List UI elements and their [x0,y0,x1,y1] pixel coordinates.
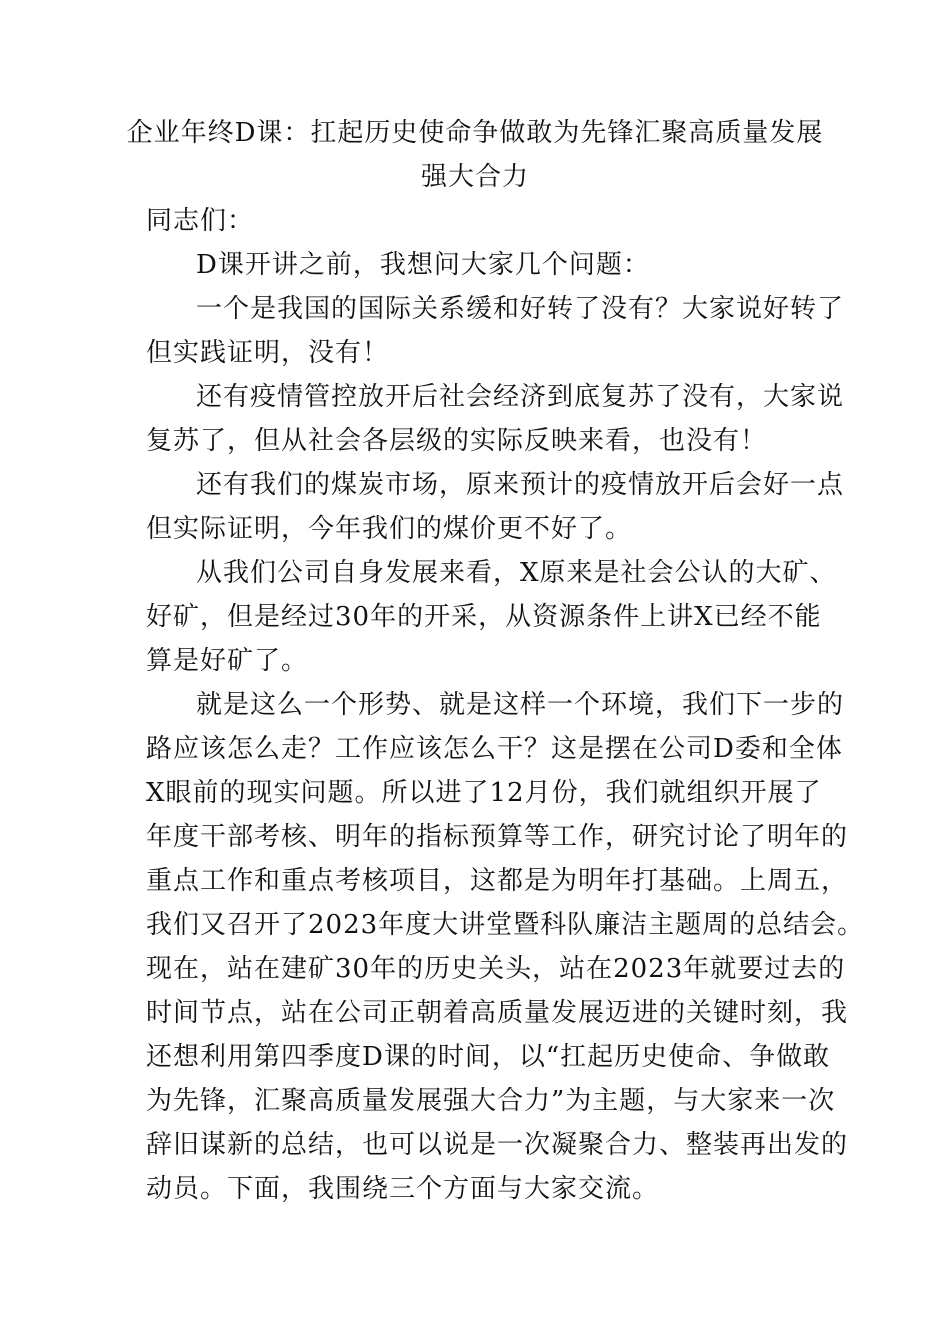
body-line: 为先锋，汇聚高质量发展强大合力”为主题，与大家来一次 [146,1086,836,1116]
salutation: 同志们： [146,206,255,236]
body-line: 时间节点，站在公司正朝着高质量发展迈进的关键时刻，我 [146,998,849,1028]
body-line: 一个是我国的国际关系缓和好转了没有？大家说好转了 [196,294,845,324]
body-line: 还有我们的煤炭市场，原来预计的疫情放开后会好一点 [196,470,845,500]
document-title-line-2: 强大合力 [420,162,529,192]
body-line: 还有疫情管控放开后社会经济到底复苏了没有，大家说 [196,382,845,412]
body-line: 但实际证明，今年我们的煤价更不好了。 [146,514,633,544]
body-line: 算是好矿了。 [146,646,309,676]
body-line: 年度干部考核、明年的指标预算等工作，研究讨论了明年的 [146,822,849,852]
body-line: 好矿，但是经过30年的开采，从资源条件上讲X已经不能 [146,602,822,632]
body-line: 辞旧谋新的总结，也可以说是一次凝聚合力、整装再出发的 [146,1130,849,1160]
body-line: X眼前的现实问题。所以进了12月份，我们就组织开展了 [146,778,822,808]
body-line: 动员。下面，我围绕三个方面与大家交流。 [146,1174,660,1204]
document-title-line-1: 企业年终D课：扛起历史使命争做敢为先锋汇聚高质量发展 [126,118,824,148]
body-line: 还想利用第四季度D课的时间，以“扛起历史使命、争做敢 [146,1042,831,1072]
body-line: 我们又召开了2023年度大讲堂暨科队廉洁主题周的总结会。 [146,910,865,940]
body-line: 从我们公司自身发展来看，X原来是社会公认的大矿、 [196,558,837,588]
body-line: 路应该怎么走？工作应该怎么干？这是摆在公司D委和全体 [146,734,843,764]
body-line: 就是这么一个形势、就是这样一个环境，我们下一步的 [196,690,845,720]
body-line: D课开讲之前，我想问大家几个问题： [196,250,650,280]
body-line: 重点工作和重点考核项目，这都是为明年打基础。上周五， [146,866,849,896]
body-line: 复苏了，但从社会各层级的实际反映来看，也没有！ [146,426,768,456]
body-line: 但实践证明，没有！ [146,338,390,368]
body-line: 现在，站在建矿30年的历史关头，站在2023年就要过去的 [146,954,846,984]
